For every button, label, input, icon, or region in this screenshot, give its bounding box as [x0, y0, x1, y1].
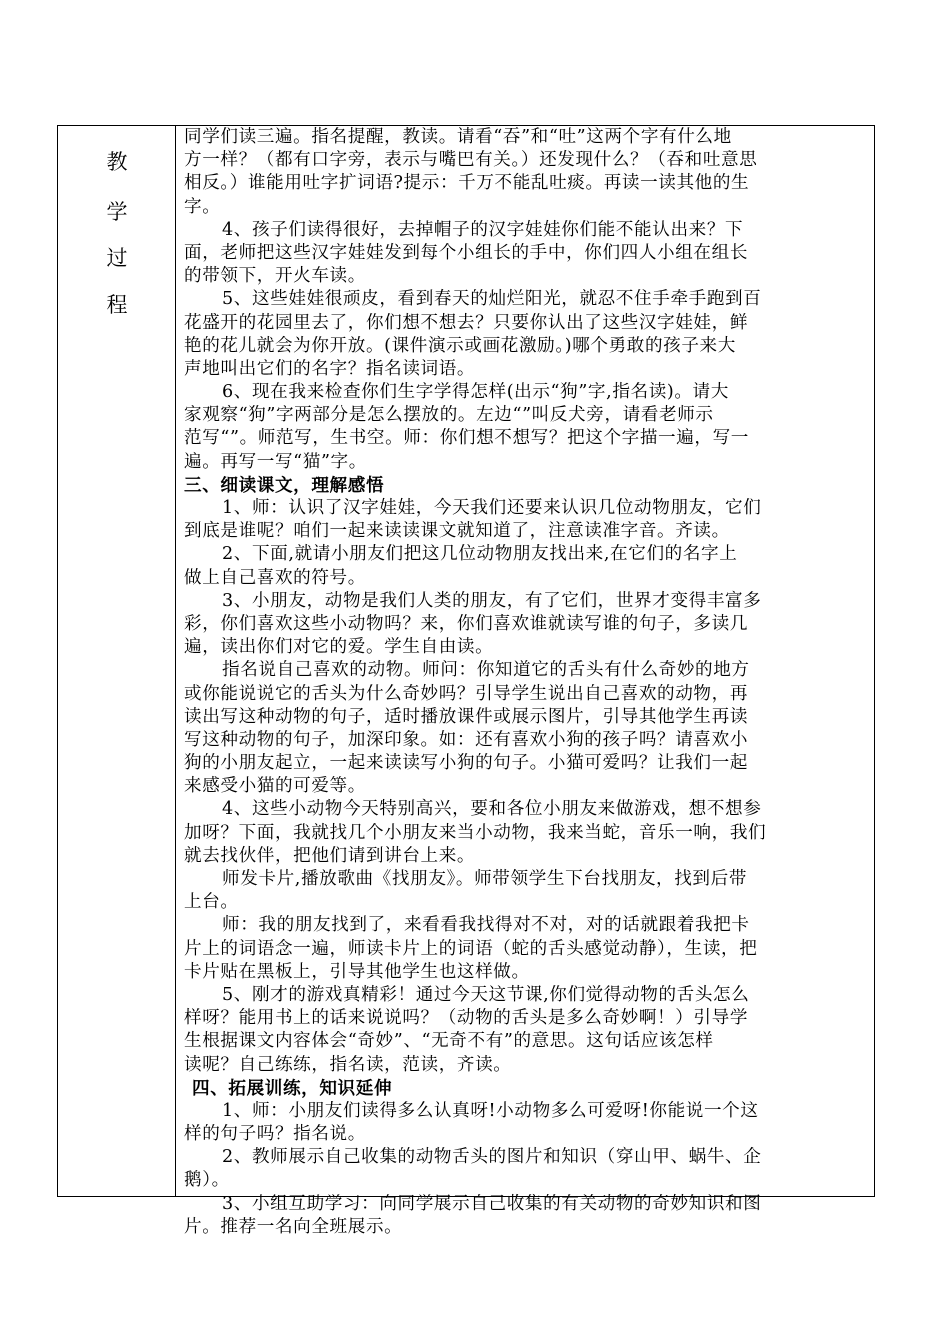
text-line: 5、这些娃娃很顽皮，看到春天的灿烂阳光，就忍不住手牵手跑到百 [222, 289, 762, 310]
text-line: 狗的小朋友起立，一起来读读写小狗的句子。小猫可爱吗？让我们一起 [184, 753, 749, 774]
text-line: 的带领下，开火车读。 [184, 266, 366, 287]
text-line: 4、孩子们读得很好，去掉帽子的汉字娃娃你们能不能认出来？下 [222, 219, 744, 240]
text-line: 相反。）谁能用吐字扩词语?提示：千万不能乱吐痰。再读一读其他的生 [184, 173, 750, 194]
text-line: 声地叫出它们的名字？指名读词语。 [184, 358, 476, 379]
text-line: 样呀？能用书上的话来说说吗？（动物的舌头是多么奇妙啊！）引导学 [184, 1008, 749, 1029]
text-line: 范写“”。师范写，生书空。师：你们想不想写？把这个字描一遍，写一 [184, 428, 750, 449]
text-line: 加呀？下面，我就找几个小朋友来当小动物，我来当蛇，音乐一响，我们 [184, 822, 767, 843]
text-line: 生根据课文内容体会“奇妙”、“无奇不有”的意思。这句话应该怎样 [184, 1031, 714, 1052]
text-line: 读呢？自己练练，指名读，范读，齐读。 [184, 1054, 512, 1075]
text-line: 来感受小猫的可爱等。 [184, 776, 366, 797]
text-line: 4、这些小动物今天特别高兴，要和各位小朋友来做游戏，想不想参 [222, 799, 762, 820]
text-line: 做上自己喜欢的符号。 [184, 567, 366, 588]
section-label-char: 程 [106, 293, 128, 317]
text-line: 片。推荐一名向全班展示。 [184, 1216, 403, 1237]
text-line: 彩，你们喜欢这些小动物吗？来，你们喜欢谁就读写谁的句子，多读几 [184, 613, 749, 634]
text-line: 师：我的朋友找到了，来看看我找得对不对，对的话就跟着我把卡 [222, 915, 750, 936]
text-line: 6、现在我来检查你们生字学得怎样(出示“狗”字,指名读)。请大 [222, 382, 729, 403]
section-label-cell [58, 126, 176, 1196]
text-line: 片上的词语念一遍，师读卡片上的词语（蛇的舌头感觉动静），生读，把 [184, 938, 758, 959]
text-line: 2、教师展示自己收集的动物舌头的图片和知识（穿山甲、蜗牛、企 [222, 1147, 762, 1168]
text-line: 遍，读出你们对它的爱。学生自由读。 [184, 637, 494, 658]
text-line: 艳的花儿就会为你开放。(课件演示或画花激励。)哪个勇敢的孩子来大 [184, 335, 736, 356]
section-label-char: 过 [106, 246, 128, 270]
text-line: 字。 [184, 196, 221, 217]
text-line: 读出写这种动物的句子，适时播放课件或展示图片，引导其他学生再读 [184, 706, 749, 727]
text-line: 家观察“狗”字两部分是怎么摆放的。左边“”叫反犬旁，请看老师示 [184, 405, 714, 426]
section-heading: 三、细读课文，理解感悟 [184, 474, 385, 496]
text-line: 3、小组互助学习：向同学展示自己收集的有关动物的奇妙知识和图 [222, 1193, 762, 1214]
text-line: 方一样？（都有口字旁，表示与嘴巴有关。）还发现什么？（吞和吐意思 [184, 150, 758, 171]
text-line: 同学们读三遍。指名提醒，教读。请看“吞”和“吐”这两个字有什么地 [184, 127, 732, 147]
section-label-char: 学 [106, 200, 128, 224]
text-line: 或你能说说它的舌头为什么奇妙吗？引导学生说出自己喜欢的动物，再 [184, 683, 749, 704]
section-heading: 四、拓展训练，知识延伸 [192, 1077, 393, 1099]
text-line: 1、师：小朋友们读得多么认真呀!小动物多么可爱呀!你能说一个这 [222, 1100, 759, 1121]
text-line: 鹅）。 [184, 1170, 230, 1191]
text-line: 2、下面,就请小朋友们把这几位动物朋友找出来,在它们的名字上 [222, 544, 738, 565]
teaching-process-content [176, 126, 874, 1237]
text-line: 卡片贴在黑板上，引导其他学生也这样做。 [184, 961, 530, 982]
text-line: 师发卡片,播放歌曲《找朋友》。师带领学生下台找朋友，找到后带 [222, 869, 748, 889]
text-line: 写这种动物的句子，加深印象。如：还有喜欢小狗的孩子吗？请喜欢小 [184, 729, 749, 750]
text-line: 样的句子吗？指名说。 [184, 1124, 366, 1145]
text-line: 花盛开的花园里去了，你们想不想去？只要你认出了这些汉字娃娃，鲜 [184, 312, 749, 333]
section-label-char: 教 [106, 150, 128, 174]
text-line: 上台。 [184, 892, 239, 913]
text-line: 面，老师把这些汉字娃娃发到每个小组长的手中，你们四人小组在组长 [184, 242, 749, 263]
text-line: 3、小朋友，动物是我们人类的朋友，有了它们，世界才变得丰富多 [222, 590, 762, 611]
text-line: 就去找伙伴，把他们请到讲台上来。 [184, 845, 476, 866]
text-line: 到底是谁呢？咱们一起来读读课文就知道了，注意读准字音。齐读。 [184, 521, 730, 542]
text-line: 1、师：认识了汉字娃娃，今天我们还要来认识几位动物朋友，它们 [222, 498, 762, 518]
lesson-plan-table [57, 125, 875, 1237]
text-line: 5、刚才的游戏真精彩！通过今天这节课,你们觉得动物的舌头怎么 [222, 984, 750, 1005]
text-line: 指名说自己喜欢的动物。师问：你知道它的舌头有什么奇妙的地方 [222, 660, 750, 681]
text-line: 遍。再写一写“猫”字。 [184, 451, 367, 472]
